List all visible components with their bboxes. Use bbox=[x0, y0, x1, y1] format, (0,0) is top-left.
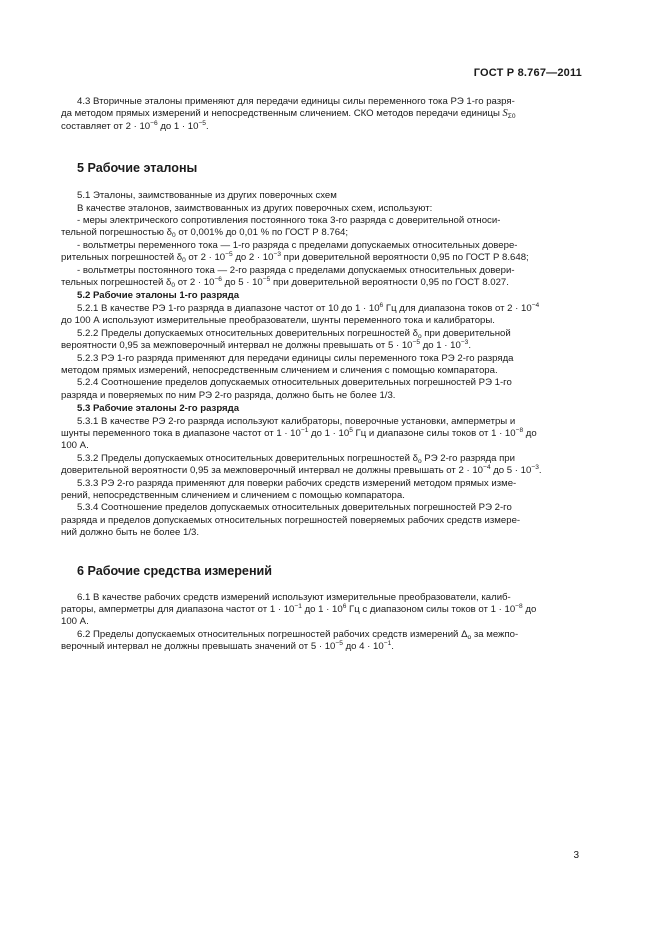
standard-header: ГОСТ Р 8.767—2011 bbox=[473, 67, 582, 79]
paragraph-6-1: 6.1 В качестве рабочих средств измерений используют измерительные преобразователи, калиб- раторы, амперметры для диапазона частот от $1 \cdot 10^{-1}$ до $1 \cdot 10^6$ Гц с диапазоном силы токов от $1 \cdot 10^{-8}$ до 100 А. bbox=[61, 591, 537, 628]
paragraph-4-3: 4.3 Вторичные эталоны применяют для передачи единицы силы переменного тока РЭ 1-го разря- да методом прямых измерений и непосредственным сличением. СКО методов передачи единицы $S_{\Sigma 0}$ составляет от $2 \cdot 10^{-6}$ до $1 \cdot 10^{-5}$. bbox=[61, 96, 516, 132]
subsection-5-3-title: 5.3 Рабочие эталоны 2-го разряда bbox=[77, 403, 240, 415]
section-5-heading: 5 Рабочие эталоны bbox=[77, 161, 198, 176]
section-6-heading: 6 Рабочие средства измерений bbox=[77, 563, 273, 578]
list-item-ac-voltmeters: - вольтметры переменного тока — 1-го разряда с пределами допускаемых относительных довере- рительных погрешностей $\delta_0$ от $2 \cdot 10^{-5}$ до $2 \cdot 10^{-3}$ при доверительной вероятности 0,95 по ГОСТ Р 8.648; bbox=[61, 239, 529, 265]
paragraph-5-2-2: 5.2.2 Пределы допускаемых относительных доверительных погрешностей $\delta_о$ при доверительной вероятности 0,95 за межповерочный интервал не должны превышать от $5 \cdot 10^{-5}$ до $1 \cdot 10^{-3}$. bbox=[61, 327, 511, 352]
paragraph-5-3-2: 5.3.2 Пределы допускаемых относительных доверительных погрешностей $\delta_о$ РЭ 2-го разряда при доверительной вероятности 0,95 за межповерочный интервал не должны превышать от $2 \cdot 10^{-4}$ до $5 \cdot 10^{-3}$. bbox=[61, 452, 542, 477]
paragraph-5-2-4: 5.2.4 Соотношение пределов допускаемых относительных доверительных погрешностей РЭ 1-го разряда и поверяемых по ним РЭ 2-го разряда, должно быть не более 1/3. bbox=[61, 377, 512, 401]
page-number: 3 bbox=[573, 850, 579, 861]
paragraph-5-3-4: 5.3.4 Соотношение пределов допускаемых относительных доверительных погрешностей РЭ 2-го разряда и пределов допускаемых относительных погрешностей поверяемых рабочих средств измере- ний должно быть не более 1/3. bbox=[61, 502, 521, 539]
paragraph-6-2: 6.2 Пределы допускаемых относительных погрешностей рабочих средств измерений $\Delta_о$ за межпо- верочный интервал не должны превышать значений от $5 \cdot 10^{-5}$ до $4 \cdot 10^{-1}$. bbox=[61, 628, 519, 653]
paragraph-5-2-3: 5.2.3 РЭ 1-го разряда применяют для передачи единицы силы переменного тока РЭ 2-го разряда методом прямых измерений, непосредственным сличением и сличения с помощью компаратора. bbox=[61, 352, 514, 376]
paragraph-5-1-title: 5.1 Эталоны, заимствованные из других поверочных схем bbox=[77, 190, 337, 202]
subsection-5-2-title: 5.2 Рабочие эталоны 1-го разряда bbox=[77, 290, 240, 302]
page-content bbox=[61, 96, 584, 654]
paragraph-5-3-3: 5.3.3 РЭ 2-го разряда применяют для поверки рабочих средств измерений методом прямых изме- рений, непосредственным сличением и сличением с помощью компаратора. bbox=[61, 477, 517, 501]
list-item-dc-voltmeters: - вольтметры постоянного тока — 2-го разряда с пределами допускаемых относительных довери- тельных погрешностей $\delta_0$ от $2 \cdot 10^{-6}$ до $5 \cdot 10^{-5}$ при доверительной вероятности 0,95 по ГОСТ 8.027. bbox=[61, 264, 515, 290]
paragraph-5-3-1: 5.3.1 В качестве РЭ 2-го разряда используют калибраторы, поверочные установки, амперметры и шунты переменного тока в диапазоне частот от $1 \cdot 10^{-1}$ до $1 \cdot 10^5$ Гц и диапазоне силы токов от $1 \cdot 10^{-8}$ до 100 А. bbox=[61, 415, 537, 452]
list-item-resistance: - меры электрического сопротивления постоянного тока 3-го разряда с доверительной относи- тельной погрешностью $\delta_0$ от 0,001% до 0,01 % по ГОСТ Р 8.764; bbox=[61, 215, 501, 240]
paragraph-5-1-intro: В качестве эталонов, заимствованных из других поверочных схем, используют: bbox=[77, 202, 433, 214]
paragraph-5-2-1: 5.2.1 В качестве РЭ 1-го разряда в диапазоне частот от 10 до $1 \cdot 10^6$ Гц для диапазона токов от $2 \cdot 10^{-4}$ до 100 А используют измерительные преобразователи, шунты переменного тока и калибраторы. bbox=[61, 301, 540, 327]
